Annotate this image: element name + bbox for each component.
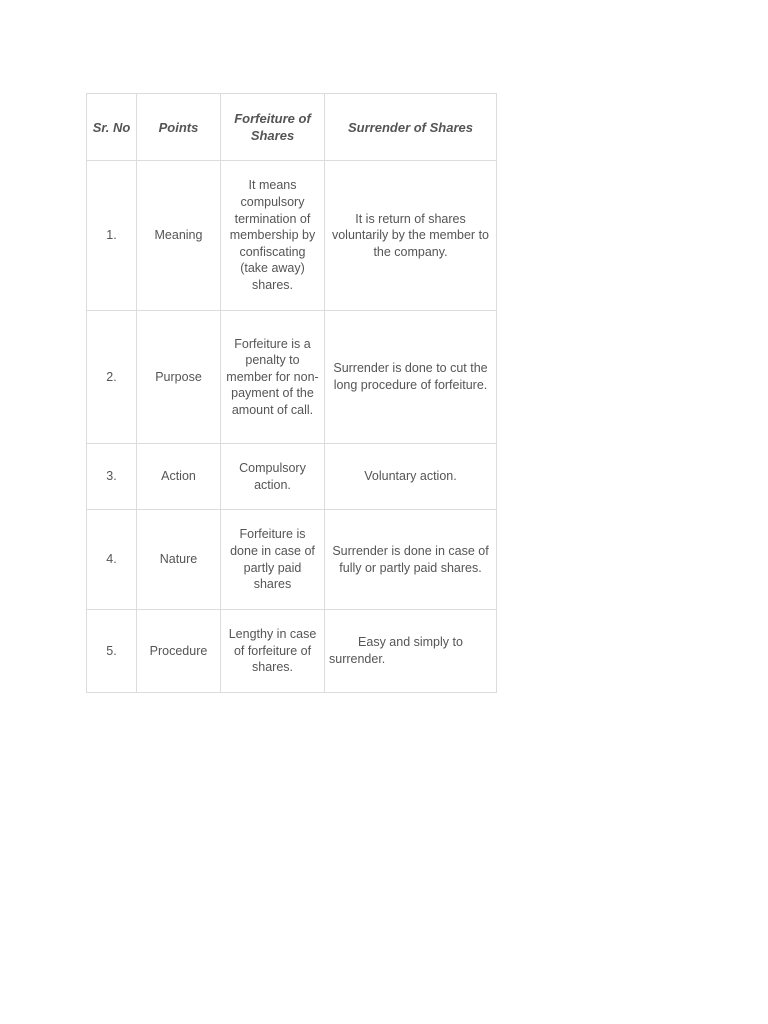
header-points: Points [137, 94, 221, 161]
cell-forfeiture: Forfeiture is a penalty to member for non-payment of the amount of call. [221, 311, 325, 444]
table-row [87, 161, 497, 311]
cell-point: Action [137, 444, 221, 510]
header-sr-no: Sr. No [87, 94, 137, 161]
header-forfeiture: Forfeiture of Shares [221, 94, 325, 161]
cell-forfeiture: It means compulsory termination of membership by confiscating (take away) shares. [221, 161, 325, 311]
comparison-table [86, 93, 497, 693]
cell-sr-no: 4. [87, 510, 137, 610]
table-row [87, 510, 497, 610]
cell-surrender: Surrender is done to cut the long procedure of forfeiture. [325, 311, 497, 444]
cell-surrender: Surrender is done in case of fully or partly paid shares. [325, 510, 497, 610]
table-row [87, 610, 497, 693]
cell-sr-no: 1. [87, 161, 137, 311]
cell-point: Procedure [137, 610, 221, 693]
cell-point: Purpose [137, 311, 221, 444]
table-row [87, 444, 497, 510]
table-row [87, 311, 497, 444]
cell-sr-no: 3. [87, 444, 137, 510]
cell-point: Meaning [137, 161, 221, 311]
cell-forfeiture: Compulsory action. [221, 444, 325, 510]
cell-forfeiture: Lengthy in case of forfeiture of shares. [221, 610, 325, 693]
cell-forfeiture: Forfeiture is done in case of partly paid shares [221, 510, 325, 610]
cell-sr-no: 5. [87, 610, 137, 693]
cell-surrender: It is return of shares voluntarily by the member to the company. [325, 161, 497, 311]
cell-surrender: Voluntary action. [325, 444, 497, 510]
cell-surrender: Easy and simply to surrender. [325, 610, 497, 693]
table-header-row [87, 94, 497, 161]
cell-sr-no: 2. [87, 311, 137, 444]
header-surrender: Surrender of Shares [325, 94, 497, 161]
cell-point: Nature [137, 510, 221, 610]
